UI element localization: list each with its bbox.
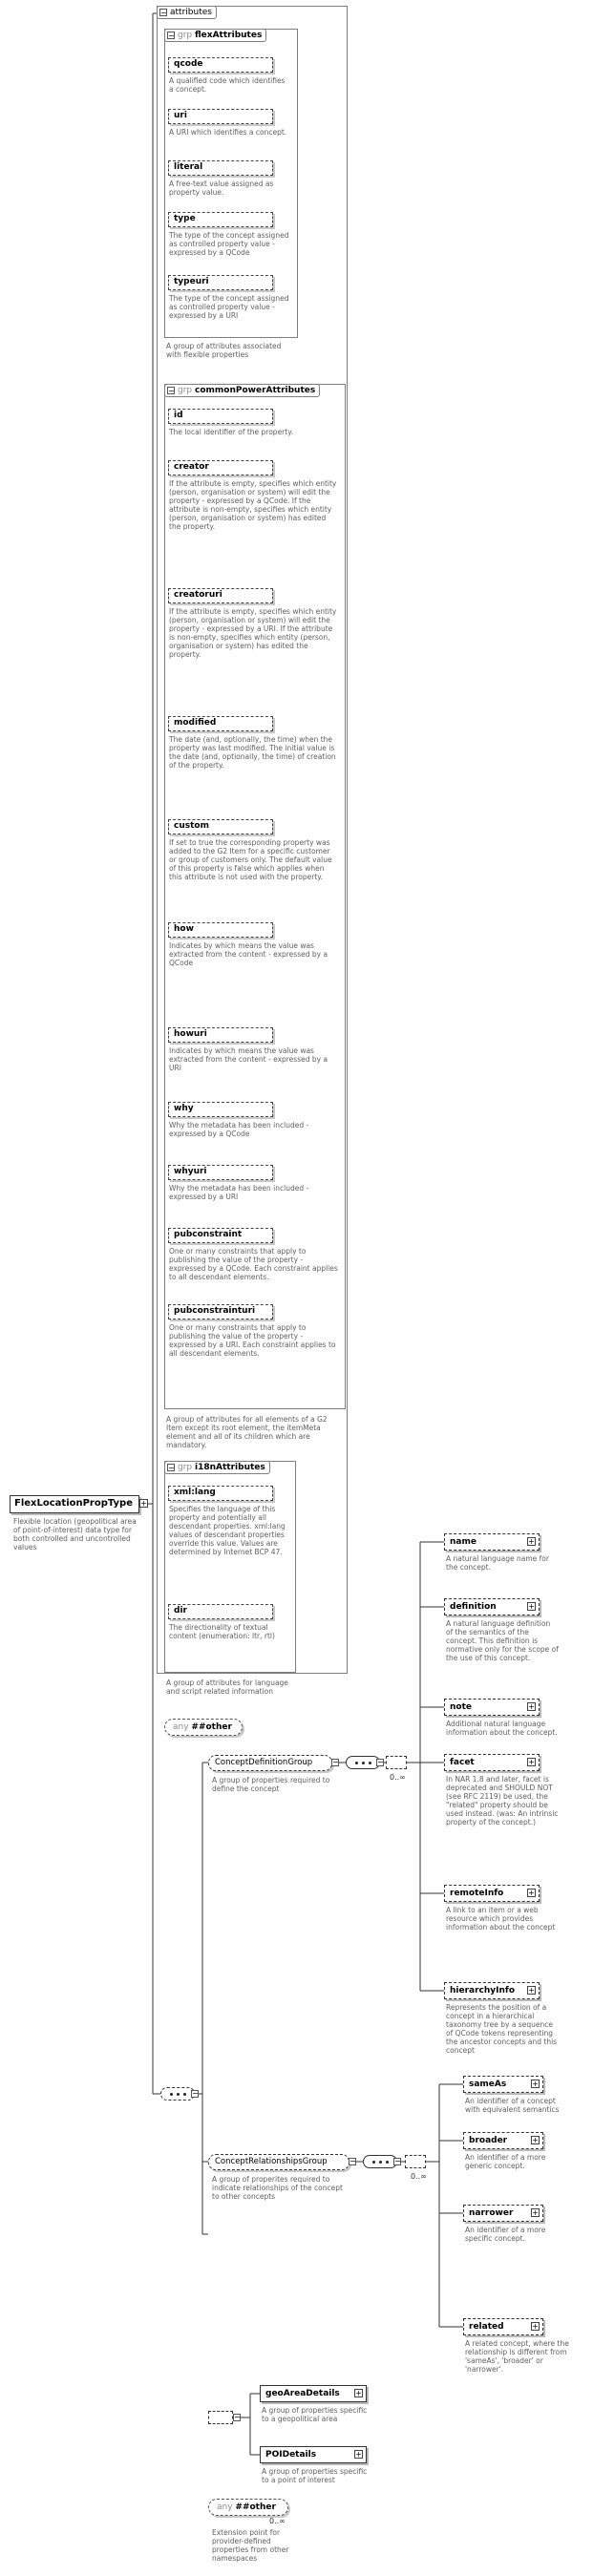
- attribute-name: id: [174, 411, 183, 420]
- geo-choice[interactable]: [208, 2411, 233, 2424]
- concept-relationships-sequence[interactable]: [363, 2155, 397, 2168]
- attribute-description: One or many constraints that apply to publishing the value of the property - expressed by a QCode. Each constraint applies to all descendant elements.: [169, 1247, 338, 1281]
- attribute-description: The type of the concept assigned as controlled property value - expressed by a URI: [169, 294, 289, 320]
- element-name: related: [469, 2322, 504, 2332]
- attribute-name: xml:lang: [174, 1488, 216, 1497]
- element-description: A natural language definition of the semantics of the concept. This definition is normative only for the scope of the use of this concept.: [446, 1619, 559, 1662]
- attribute-name: uri: [174, 111, 187, 120]
- element-description: A natural language name for the concept.: [446, 1554, 549, 1572]
- attribute-pubconstraint[interactable]: [168, 1228, 273, 1243]
- collapse-icon[interactable]: −: [332, 1758, 339, 1766]
- attribute-id[interactable]: [168, 409, 273, 424]
- concept-relationships-choice[interactable]: [405, 2155, 426, 2168]
- attribute-description: If set to true the corresponding property was added to the G2 Item for a specific customer or group of customers only. The default value of this property is false which applies when this attribute is not used with the property.: [169, 838, 332, 881]
- element-narrower[interactable]: [463, 2205, 543, 2222]
- attributes-header[interactable]: [157, 6, 217, 19]
- concept-relationships-group[interactable]: ConceptRelationshipsGroup: [208, 2154, 349, 2170]
- attribute-dir[interactable]: [168, 1604, 273, 1619]
- element-name: POIDetails: [265, 2450, 317, 2460]
- attribute-description: The type of the concept assigned as controlled property value - expressed by a QCode: [169, 231, 289, 257]
- attribute-name: qcode: [174, 59, 203, 69]
- expand-icon[interactable]: +: [528, 1602, 535, 1611]
- concept-definition-group[interactable]: ConceptDefinitionGroup: [208, 1755, 332, 1771]
- attribute-xml-lang[interactable]: [168, 1486, 273, 1501]
- expand-icon[interactable]: +: [532, 2136, 539, 2144]
- concept-definition-cardinality: 0..∞: [390, 1773, 406, 1782]
- element-name: name: [450, 1537, 477, 1547]
- attribute-description: Specifies the language of this property and potentially all descendant properties. xml:lang values of descendant properties override this value. Values are determined by Internet BCP 47.: [169, 1505, 286, 1556]
- attribute-type[interactable]: [168, 212, 273, 227]
- element-name[interactable]: [444, 1533, 540, 1551]
- expand-icon[interactable]: +: [532, 2208, 539, 2217]
- attribute-description: One or many constraints that apply to publishing the value of the property - expressed by a URI. Each constraint applies to all descendant elements.: [169, 1323, 336, 1358]
- concept-definition-sequence[interactable]: [346, 1756, 380, 1769]
- attribute-custom[interactable]: [168, 819, 273, 834]
- element-name: narrower: [469, 2208, 514, 2218]
- root-description: Flexible location (geopolitical area of point-of-interest) data type for both controlled and uncontrolled values: [13, 1517, 137, 1552]
- element-description: Additional natural language information about the concept.: [446, 1720, 558, 1737]
- element-name: broader: [469, 2136, 508, 2145]
- attribute-name: whyuri: [174, 1167, 207, 1176]
- attribute-creator[interactable]: [168, 460, 273, 475]
- expand-icon[interactable]: +: [532, 2322, 539, 2331]
- attribute-description: The date (and, optionally, the time) when the property was last modified. The initial value is the date (and, optionally, the time) of creation of the property.: [169, 735, 336, 770]
- element-description: An identifier of a more generic concept.: [465, 2153, 546, 2170]
- attribute-name: creator: [174, 462, 209, 472]
- collapse-icon[interactable]: −: [349, 2157, 356, 2165]
- attribute-name: literal: [174, 162, 203, 172]
- root-expand-icon[interactable]: +: [140, 1499, 147, 1508]
- element-name: facet: [450, 1758, 475, 1767]
- expand-icon[interactable]: +: [528, 1702, 535, 1711]
- concept-definition-choice[interactable]: [386, 1756, 407, 1769]
- element-description: An identifier of a more specific concept.: [465, 2226, 546, 2243]
- attribute-description: A free-text value assigned as property value.: [169, 179, 274, 197]
- attribute-description: A URI which identifies a concept.: [169, 128, 287, 137]
- element-hierarchyinfo[interactable]: [444, 1982, 540, 1999]
- attribute-name: typeuri: [174, 277, 209, 286]
- attribute-uri[interactable]: [168, 109, 273, 124]
- element-name: definition: [450, 1602, 497, 1612]
- expand-icon[interactable]: +: [355, 2389, 362, 2397]
- attribute-typeuri[interactable]: [168, 275, 273, 290]
- extension-cardinality: 0..∞: [269, 2517, 286, 2525]
- attribute-name: dir: [174, 1606, 187, 1615]
- attribute-name: modified: [174, 718, 217, 728]
- attribute-description: The directionality of textual content (enumeration: ltr, rtl): [169, 1623, 275, 1640]
- attribute-name: type: [174, 214, 196, 223]
- element-poidetails[interactable]: [260, 2446, 367, 2463]
- attribute-name: pubconstraint: [174, 1230, 243, 1239]
- collapse-icon[interactable]: −: [160, 9, 167, 17]
- collapse-icon[interactable]: −: [394, 2157, 401, 2165]
- element-name: hierarchyInfo: [450, 1986, 516, 1995]
- element-description: A link to an item or a web resource which provides information about the concept: [446, 1906, 556, 1932]
- attribute-description: Why the metadata has been included - expressed by a QCode: [169, 1121, 309, 1138]
- collapse-icon[interactable]: −: [234, 2413, 241, 2421]
- collapse-icon[interactable]: −: [192, 2089, 199, 2098]
- element-description: Represents the position of a concept in a hierarchical taxonomy tree by a sequence of QCode tokens representing the ancestor concepts and this concept: [446, 2003, 558, 2055]
- attribute-description: The local identifier of the property.: [169, 428, 293, 436]
- expand-icon[interactable]: +: [528, 1986, 535, 1995]
- attribute-description: If the attribute is empty, specifies which entity (person, organisation or system) will edit the property - expressed by a URI. If the attribute is non-empty, specifies which entity (person, organisation or system) has edited the property.: [169, 607, 337, 659]
- attribute-modified[interactable]: [168, 716, 273, 731]
- root-element-name: FlexLocationPropType: [14, 1498, 133, 1509]
- attribute-name: creatoruri: [174, 590, 222, 600]
- attribute-description: A qualified code which identifies a concept.: [169, 76, 286, 94]
- element-description: A related concept, where the relationship is different from 'sameAs', 'broader' or 'narrower'.: [465, 2339, 569, 2374]
- element-description: An identifier of a concept with equivalent semantics: [465, 2097, 560, 2114]
- collapse-icon[interactable]: −: [168, 32, 175, 40]
- main-sequence-compositor[interactable]: [160, 2087, 195, 2101]
- attribute-name: howuri: [174, 1029, 207, 1039]
- element-facet[interactable]: [444, 1754, 540, 1771]
- attribute-literal[interactable]: [168, 160, 273, 176]
- element-name: geoAreaDetails: [265, 2389, 340, 2398]
- element-note[interactable]: [444, 1699, 540, 1716]
- element-broader[interactable]: [463, 2132, 543, 2149]
- element-name: note: [450, 1702, 472, 1712]
- attributes-label: attributes: [170, 8, 212, 17]
- attribute-name: how: [174, 924, 194, 934]
- i18n-attributes-header[interactable]: − grp i18nAttributes: [164, 1461, 270, 1474]
- element-geoareadetails[interactable]: [260, 2385, 367, 2402]
- flex-attributes-header[interactable]: − grp flexAttributes: [164, 29, 266, 42]
- attribute-creatoruri[interactable]: [168, 588, 273, 603]
- attribute-name: custom: [174, 821, 209, 831]
- element-definition[interactable]: [444, 1598, 540, 1615]
- attribute-description: Why the metadata has been included - expressed by a URI: [169, 1184, 309, 1201]
- extension-any-other[interactable]: any ##other: [208, 2499, 288, 2516]
- any-other-attribute[interactable]: any ##other: [164, 1719, 243, 1736]
- collapse-icon[interactable]: −: [168, 1464, 175, 1472]
- attribute-name: pubconstrainturi: [174, 1306, 256, 1316]
- attribute-qcode[interactable]: [168, 57, 273, 73]
- element-related[interactable]: [463, 2318, 543, 2335]
- element-remoteinfo[interactable]: [444, 1885, 540, 1902]
- element-sameas[interactable]: [463, 2076, 543, 2093]
- element-name: sameAs: [469, 2080, 507, 2089]
- attribute-whyuri[interactable]: [168, 1165, 273, 1180]
- common-power-attributes-description: A group of attributes for all elements of a G2 Item except its root element, the itemMeta element and all of its children which are mandatory.: [166, 1415, 328, 1449]
- element-name: remoteInfo: [450, 1889, 504, 1898]
- expand-icon[interactable]: +: [528, 1758, 535, 1766]
- concept-definition-description: A group of properties required to define the concept: [212, 1776, 330, 1793]
- i18n-attributes-description: A group of attributes for language and script related information: [166, 1679, 288, 1696]
- root-element[interactable]: [10, 1495, 139, 1513]
- attribute-how[interactable]: [168, 922, 273, 938]
- extension-description: Extension point for provider-defined properties from other namespaces: [212, 2528, 289, 2563]
- element-description: In NAR 1.8 and later, facet is deprecated and SHOULD NOT (see RFC 2119) be used, the "related" property should be used instead. (was: An intrinsic property of the concept.): [446, 1775, 559, 1826]
- common-power-attributes-header[interactable]: − grp commonPowerAttributes: [164, 384, 320, 397]
- concept-relationships-cardinality: 0..∞: [411, 2172, 427, 2181]
- attribute-pubconstrainturi[interactable]: [168, 1304, 273, 1320]
- flex-attributes-description: A group of attributes associated with flexible properties: [166, 342, 282, 359]
- element-description: A group of properties specific to a geopolitical area: [262, 2406, 368, 2423]
- collapse-icon[interactable]: −: [377, 1758, 384, 1766]
- attribute-description: Indicates by which means the value was extracted from the content - expressed by a URI: [169, 1046, 328, 1072]
- attribute-description: Indicates by which means the value was extracted from the content - expressed by a QCode: [169, 941, 328, 967]
- element-description: A group of properties specific to a point of interest: [262, 2467, 368, 2484]
- collapse-icon[interactable]: −: [168, 387, 175, 395]
- concept-relationships-description: A group of properites required to indicate relationships of the concept to other concepts: [212, 2175, 343, 2201]
- expand-icon[interactable]: +: [528, 1537, 535, 1546]
- attribute-description: If the attribute is empty, specifies which entity (person, organisation or system) will edit the property - expressed by a QCode. If the attribute is non-empty, specifies which entity (person, organisation or system) has edited the property.: [169, 479, 337, 531]
- attribute-howuri[interactable]: [168, 1027, 273, 1043]
- attribute-name: why: [174, 1104, 194, 1113]
- expand-icon[interactable]: +: [528, 1889, 535, 1897]
- expand-icon[interactable]: +: [355, 2450, 362, 2459]
- attribute-why[interactable]: [168, 1102, 273, 1117]
- expand-icon[interactable]: +: [532, 2080, 539, 2088]
